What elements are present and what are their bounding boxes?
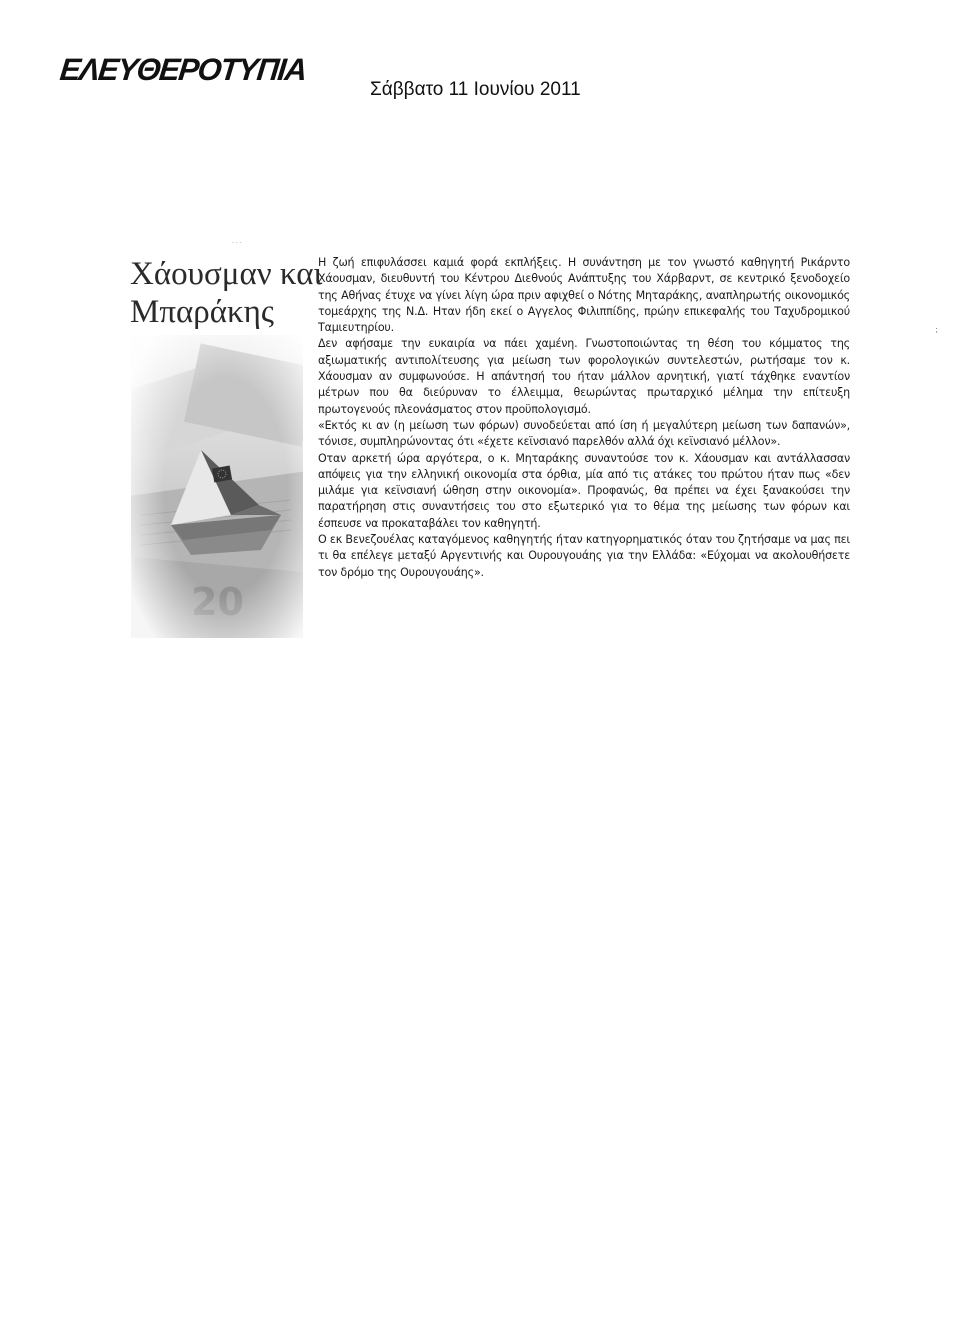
- headline-line-2: Μπαράκης: [130, 294, 275, 330]
- headline-line-1: Χάουσμαν και: [130, 256, 323, 292]
- article-photo: [131, 335, 303, 638]
- article-paragraph: Η ζωή επιφυλάσσει καμιά φορά εκπλήξεις. Η συνάντηση με τον γνωστό καθηγητή Ρικάρντο Χάουσμαν, διευθυντή του Κέντρου Διεθνούς Ανάπτυξης του Χάρβαρντ, σε κεντρικό ξενοδοχείο της Αθήνας έτυχε να γίνει λίγη ώρα πριν αφιχθεί ο Νότης Μηταράκης, αναπληρωτής οικονομικός τομεάρχης της Ν.Δ. Ηταν ήδη εκεί ο Αγγελος Φιλιππίδης, πρώην επικεφαλής του Ταχυδρομικού Ταμιευτηρίου.: [318, 256, 850, 335]
- paper-boat-euro-banknotes-image: [131, 335, 303, 638]
- scan-speck: ···: [232, 240, 244, 247]
- publication-date: Σάββατο 11 Ιουνίου 2011: [370, 79, 581, 100]
- newspaper-masthead: ΕΛΕΥΘΕΡΟΤΥΠΙΑ: [58, 52, 308, 87]
- article-headline: [130, 255, 322, 331]
- article-paragraph: Δεν αφήσαμε την ευκαιρία να πάει χαμένη. Γνωστοποιώντας τη θέση του κόμματος της αξιωματικής αντιπολίτευσης για μείωση των φορολογικών συντελεστών, ρωτήσαμε τον κ. Χάουσμαν αν συμφωνούσε. Η απάντησή του ήταν μάλλον αρνητική, γιατί τάχθηκε εναντίον μέτρων που θα διεύρυναν το έλλειμμα, θεωρώντας πρωταρχικό μέλημα την επίτευξη πρωτογενούς πλεονάσματος στον προϋπολογισμό.: [318, 337, 850, 416]
- scan-speck: ⁏: [935, 325, 938, 334]
- article-paragraph: Οταν αρκετή ώρα αργότερα, ο κ. Μηταράκης συναντούσε τον κ. Χάουσμαν και αντάλλασσαν απόψεις για την ελληνική οικονομία στα όρθια, μία από τις ατάκες του πρώτου ήταν πως «δεν μιλάμε για κεϊνσιανή ώθηση στην οικονομία». Προφανώς, θα πρέπει να έχει ξανακούσει την παρατήρηση στις συναντήσεις του στο εξωτερικό για το θέμα της μείωσης των φόρων και έσπευσε να προκαταβάλει τον καθηγητή.: [318, 451, 850, 530]
- article-paragraph: Ο εκ Βενεζουέλας καταγόμενος καθηγητής ήταν κατηγορηματικός όταν του ζητήσαμε να μας πει τι θα επέλεγε μεταξύ Αργεντινής και Ουρουγουάης για την Ελλάδα: «Εύχομαι να ακολουθήσετε τον δρόμο της Ουρουγουάης».: [318, 533, 850, 579]
- article-paragraph: «Εκτός κι αν (η μείωση των φόρων) συνοδεύεται από ίση ή μεγαλύτερη μείωση των δαπανών», τόνισε, συμπληρώνοντας ότι «έχετε κεϊνσιανό παρελθόν αλλά όχι κεϊνσιανό μέλλον».: [318, 418, 850, 449]
- article-body: [318, 255, 850, 581]
